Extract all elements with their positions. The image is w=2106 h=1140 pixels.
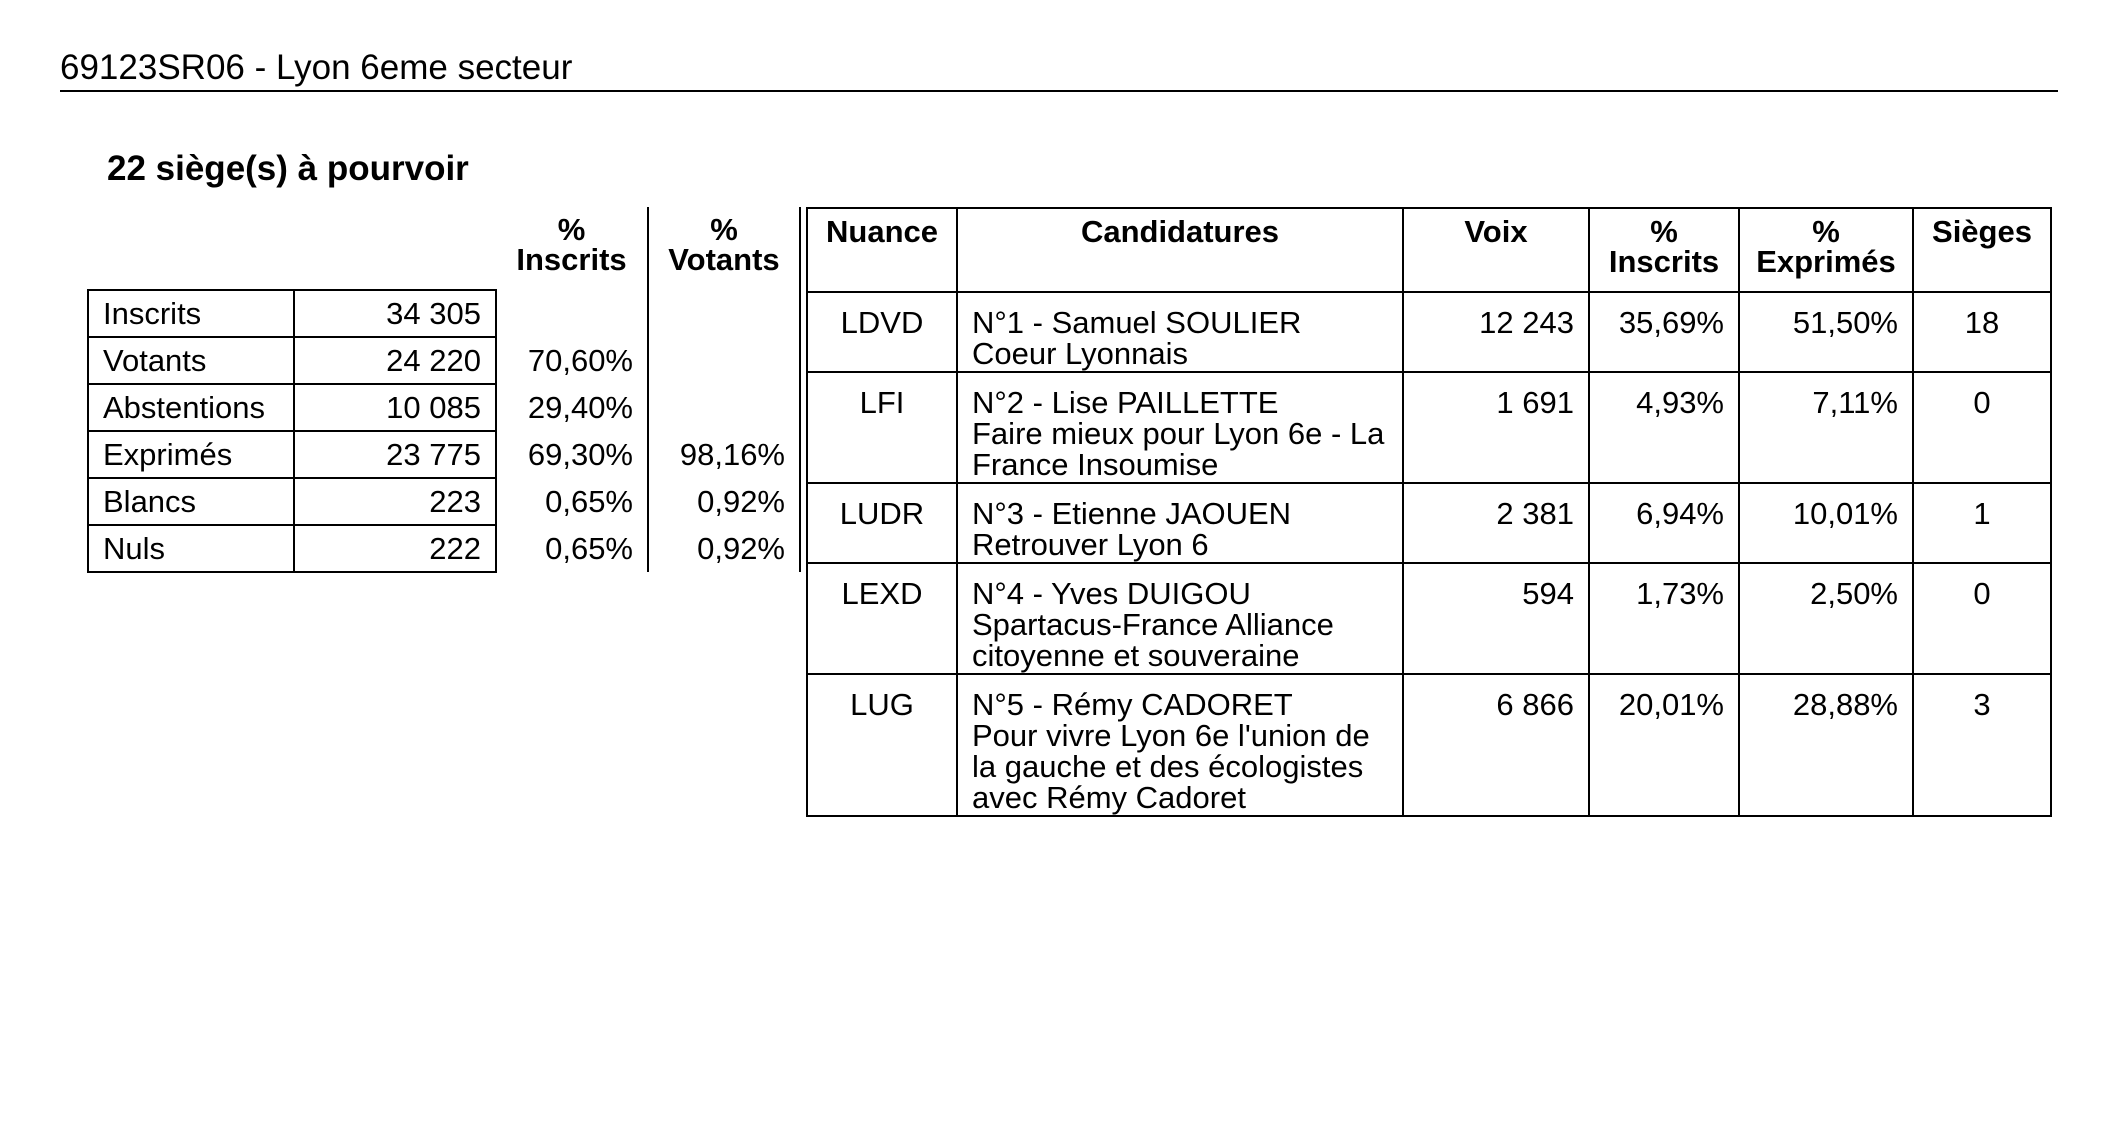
turnout-row (88, 290, 800, 337)
sieges-cell: 3 (1913, 674, 2051, 816)
turnout-label: Exprimés (88, 431, 294, 478)
voix-cell: 2 381 (1403, 483, 1589, 563)
header-line: % (1812, 214, 1840, 249)
pct-exprimes-cell: 2,50% (1739, 563, 1913, 674)
candidate-name: N°2 - Lise PAILLETTE (972, 385, 1279, 420)
turnout-label: Inscrits (88, 290, 294, 337)
turnout-header-empty (88, 207, 294, 290)
candidate-name: N°1 - Samuel SOULIER (972, 305, 1302, 340)
results-table (806, 207, 2052, 817)
page-title: 69123SR06 - Lyon 6eme secteur (60, 48, 573, 87)
voix-cell: 12 243 (1403, 292, 1589, 372)
candidature-cell (957, 563, 1403, 674)
sieges-cell: 0 (1913, 563, 2051, 674)
turnout-row (88, 384, 800, 431)
turnout-row (88, 478, 800, 525)
title-underline (60, 90, 2058, 92)
turnout-pct-votants: 0,92% (648, 525, 800, 572)
turnout-label: Nuls (88, 525, 294, 572)
sieges-cell: 1 (1913, 483, 2051, 563)
turnout-header-pct-inscrits (496, 207, 648, 290)
list-name-line: Spartacus-France Alliance (972, 607, 1334, 642)
turnout-pct-inscrits: 29,40% (496, 384, 648, 431)
nuance-cell: LUDR (807, 483, 957, 563)
list-name-line: citoyenne et souveraine (972, 638, 1300, 673)
candidate-name: N°4 - Yves DUIGOU (972, 576, 1251, 611)
header-line: Inscrits (1608, 244, 1720, 279)
nuance-cell: LDVD (807, 292, 957, 372)
turnout-header-pct-votants (648, 207, 800, 290)
header-line: Inscrits (516, 242, 627, 277)
pct-exprimes-cell: 28,88% (1739, 674, 1913, 816)
list-name-line: Pour vivre Lyon 6e l'union de (972, 718, 1370, 753)
turnout-label: Votants (88, 337, 294, 384)
turnout-label: Blancs (88, 478, 294, 525)
turnout-value: 10 085 (294, 384, 496, 431)
voix-cell: 1 691 (1403, 372, 1589, 483)
pct-inscrits-cell: 6,94% (1589, 483, 1739, 563)
list-name-line: Retrouver Lyon 6 (972, 527, 1209, 562)
results-row (807, 372, 2051, 483)
pct-inscrits-cell: 20,01% (1589, 674, 1739, 816)
pct-inscrits-cell: 35,69% (1589, 292, 1739, 372)
header-nuance: Nuance (807, 208, 957, 292)
turnout-table (87, 207, 801, 573)
turnout-value: 223 (294, 478, 496, 525)
list-name-line: France Insoumise (972, 447, 1219, 482)
results-row (807, 292, 2051, 372)
nuance-cell: LUG (807, 674, 957, 816)
turnout-value: 222 (294, 525, 496, 572)
turnout-value: 23 775 (294, 431, 496, 478)
results-row (807, 483, 2051, 563)
turnout-header-empty (294, 207, 496, 290)
turnout-pct-votants: 0,92% (648, 478, 800, 525)
candidature-cell (957, 372, 1403, 483)
pct-inscrits-cell: 1,73% (1589, 563, 1739, 674)
turnout-pct-inscrits: 70,60% (496, 337, 648, 384)
header-line: Exprimés (1756, 244, 1896, 279)
voix-cell: 6 866 (1403, 674, 1589, 816)
nuance-cell: LFI (807, 372, 957, 483)
turnout-pct-inscrits: 0,65% (496, 525, 648, 572)
turnout-pct-votants (648, 290, 800, 337)
turnout-value: 34 305 (294, 290, 496, 337)
header-pct-exprimes (1739, 208, 1913, 292)
turnout-pct-votants (648, 337, 800, 384)
results-header-row (807, 208, 2051, 292)
header-line: % (710, 212, 738, 247)
turnout-label: Abstentions (88, 384, 294, 431)
candidature-cell (957, 292, 1403, 372)
list-name-line: Coeur Lyonnais (972, 336, 1188, 371)
header-voix: Voix (1403, 208, 1589, 292)
turnout-row (88, 525, 800, 572)
candidate-name: N°3 - Etienne JAOUEN (972, 496, 1292, 531)
header-line: % (557, 212, 586, 247)
pct-exprimes-cell: 10,01% (1739, 483, 1913, 563)
list-name-line: Faire mieux pour Lyon 6e - La (972, 416, 1385, 451)
voix-cell: 594 (1403, 563, 1589, 674)
pct-exprimes-cell: 7,11% (1739, 372, 1913, 483)
turnout-row (88, 431, 800, 478)
seats-heading: 22 siège(s) à pourvoir (107, 149, 469, 188)
turnout-value: 24 220 (294, 337, 496, 384)
sieges-cell: 0 (1913, 372, 2051, 483)
header-sieges: Sièges (1913, 208, 2051, 292)
turnout-row (88, 337, 800, 384)
turnout-pct-inscrits: 69,30% (496, 431, 648, 478)
header-candidatures: Candidatures (957, 208, 1403, 292)
header-line: % (1650, 214, 1678, 249)
turnout-pct-votants (648, 384, 800, 431)
list-name-line: la gauche et des écologistes (972, 749, 1364, 784)
turnout-pct-votants: 98,16% (648, 431, 800, 478)
list-name-line: avec Rémy Cadoret (972, 780, 1246, 815)
results-row (807, 674, 2051, 816)
results-row (807, 563, 2051, 674)
candidature-cell (957, 483, 1403, 563)
header-line: Votants (668, 242, 780, 277)
header-pct-inscrits (1589, 208, 1739, 292)
pct-exprimes-cell: 51,50% (1739, 292, 1913, 372)
pct-inscrits-cell: 4,93% (1589, 372, 1739, 483)
sieges-cell: 18 (1913, 292, 2051, 372)
candidate-name: N°5 - Rémy CADORET (972, 687, 1293, 722)
turnout-pct-inscrits (496, 290, 648, 337)
candidature-cell (957, 674, 1403, 816)
turnout-pct-inscrits: 0,65% (496, 478, 648, 525)
turnout-header-row (88, 207, 800, 290)
nuance-cell: LEXD (807, 563, 957, 674)
